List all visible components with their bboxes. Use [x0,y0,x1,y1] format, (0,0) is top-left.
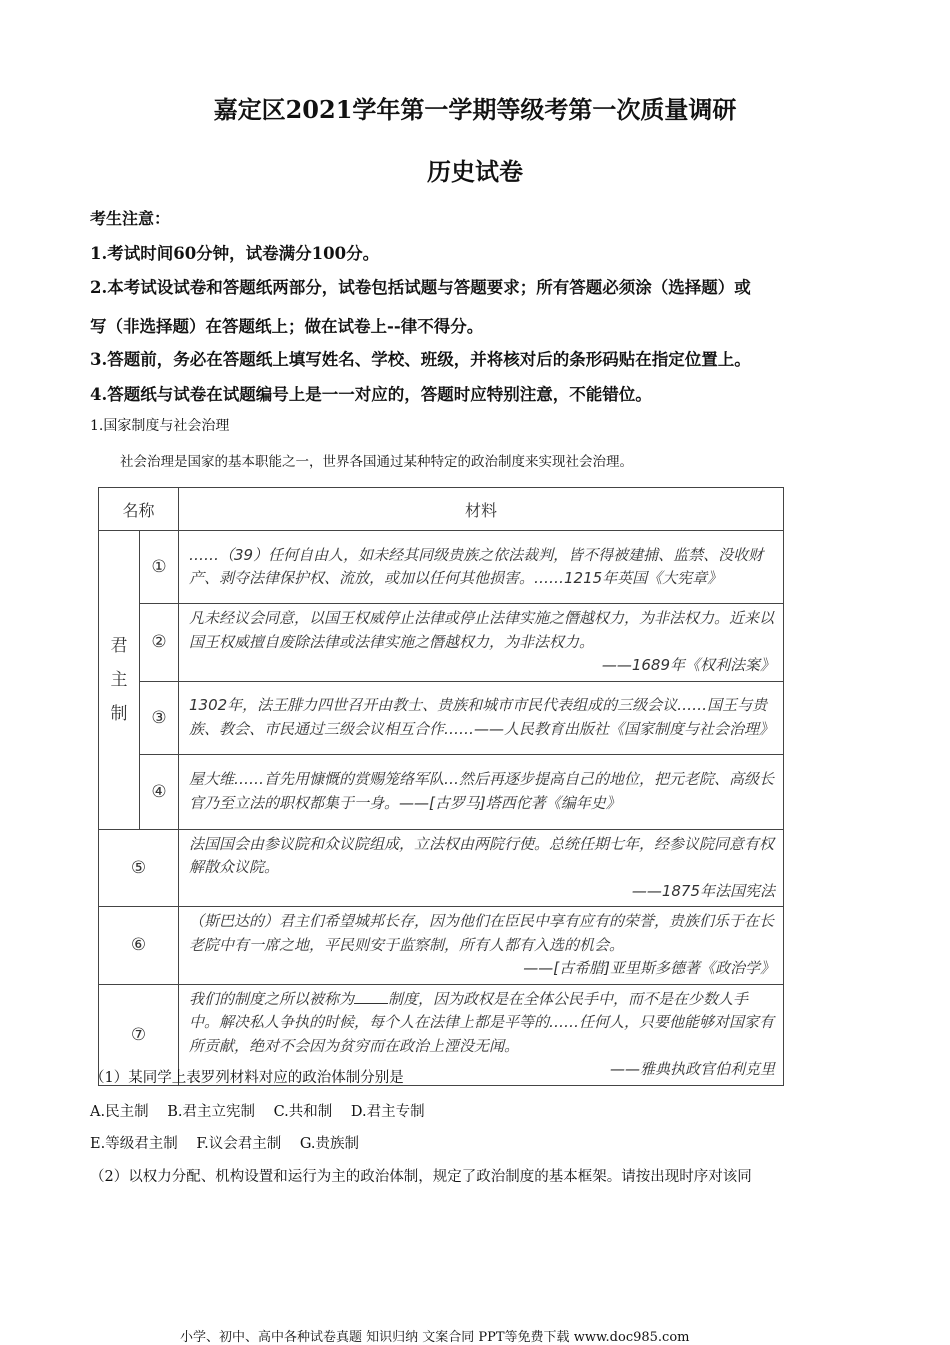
monarchy-group-label: 君 主 制 [99,531,140,830]
row-material [179,754,784,829]
notice-item-2-line-2: 写（非选择题）在答题纸上；做在试卷上--律不得分。 [90,317,484,336]
row-number: ⑤ [99,829,179,907]
answer-blank [354,1003,388,1004]
row-source: ——1689年《权利法案》 [601,656,775,674]
question-2: （2）以权力分配、机构设置和运行为主的政治体制，规定了政治制度的基本框架。请按出现时序对该同 [90,1169,752,1185]
option-e: E.等级君主制 [90,1136,178,1152]
row-text: 1302年，法王腓力四世召开由教士、贵族和城市市民代表组成的三级会议……国王与贵族、教会、市民通过三级会议相互合作……——人民教育出版社《国家制度与社会治理》 [189,696,775,738]
table-row [99,604,784,682]
option-g: G.贵族制 [299,1136,360,1152]
section-intro: 社会治理是国家的基本职能之一，世界各国通过某种特定的政治制度来实现社会治理。 [120,454,633,470]
row-text: 法国国会由参议院和众议院组成，立法权由两院行使。总统任期七年，经参议院同意有权解散众议院。 [189,834,775,876]
options-line-2 [90,1132,373,1153]
row-material [179,907,784,985]
row-source: ——雅典执政官伯利克里 [609,1060,775,1078]
footer-ad: 小学、初中、高中各种试卷真题 知识归纳 文案合同 PPT等免费下载 www.doc985.com [180,1330,690,1345]
notice-item-2-line-1: 2.本考试设试卷和答题纸两部分，试卷包括试题与答题要求；所有答题必须涂（选择题）或 [90,278,751,297]
notice-heading: 考生注意： [90,209,171,228]
row-source: ——[古希腊]亚里斯多德著《政治学》 [523,959,775,977]
row-number: ② [140,604,179,682]
table-header-row [99,488,784,531]
materials-table [98,487,784,1086]
row-source: ——1875年法国宪法 [631,881,775,900]
question-1: （1）某同学上表罗列材料对应的政治体制分别是 [90,1070,404,1086]
option-a: A.民主制 [90,1104,149,1120]
options-line-1 [90,1100,439,1121]
exam-subtitle: 历史试卷 [427,157,523,186]
table-row [99,829,784,907]
row-text-before-blank: 我们的制度之所以被称为 [189,989,355,1008]
row-text: 屋大维……首先用慷慨的赏赐笼络军队…然后再逐步提高自己的地位，把元老院、高级长官乃至立法的职权都集于一身。——[古罗马]塔西佗著《编年史》 [189,770,775,812]
row-material [179,531,784,604]
header-name: 名称 [99,488,179,531]
row-text: ……（39）任何自由人，如未经其同级贵族之依法裁判，皆不得被建捕、监禁、没收财产、剥夺法律保护权、流放，或加以任何其他损害。……1215年英国《大宪章》 [189,545,764,587]
option-f: F.议会君主制 [196,1136,282,1152]
row-number: ④ [140,754,179,829]
notice-item-3: 3.答题前，务必在答题纸上填写姓名、学校、班级，并将核对后的条形码贴在指定位置上。 [90,350,751,369]
table-row [99,754,784,829]
table-row [99,907,784,985]
table-row [99,531,784,604]
option-b: B.君主立宪制 [167,1104,255,1120]
row-text: 凡未经议会同意，以国王权威停止法律或停止法律实施之僭越权力，为非法权力。近来以国王权威擅自废除法律或法律实施之僭越权力，为非法权力。 [189,609,775,651]
header-material: 材料 [179,488,784,531]
table-row [99,681,784,754]
notice-item-4: 4.答题纸与试卷在试题编号上是一一对应的，答题时应特别注意，不能错位。 [90,385,652,404]
row-text: （斯巴达的）君主们希望城邦长存，因为他们在臣民中享有应有的荣誉，贵族们乐于在长老院中有一席之地，平民则安于监察制，所有人都有入选的机会。 [189,912,775,954]
option-d: D.君主专制 [350,1104,425,1120]
row-material [179,829,784,907]
option-c: C.共和制 [273,1104,333,1120]
row-number: ⑥ [99,907,179,985]
notice-item-1: 1.考试时间60分钟，试卷满分100分。 [90,244,380,263]
row-number: ① [140,531,179,604]
row-number: ③ [140,681,179,754]
row-material [179,604,784,682]
row-material [179,681,784,754]
row-number: ⑦ [99,984,179,1085]
row-text-after-blank: 制度，因为政权是在全体公民手中，而不是在少数人手中。解决私人争执的时候，每个人在法律上都是平等的……任何人，只要他能够对国家有所贡献，绝对不会因为贫穷而在政治上湮没无闻。 [189,989,775,1055]
exam-title: 嘉定区2021学年第一学期等级考第一次质量调研 [213,95,737,124]
section-title: 1.国家制度与社会治理 [90,418,230,434]
